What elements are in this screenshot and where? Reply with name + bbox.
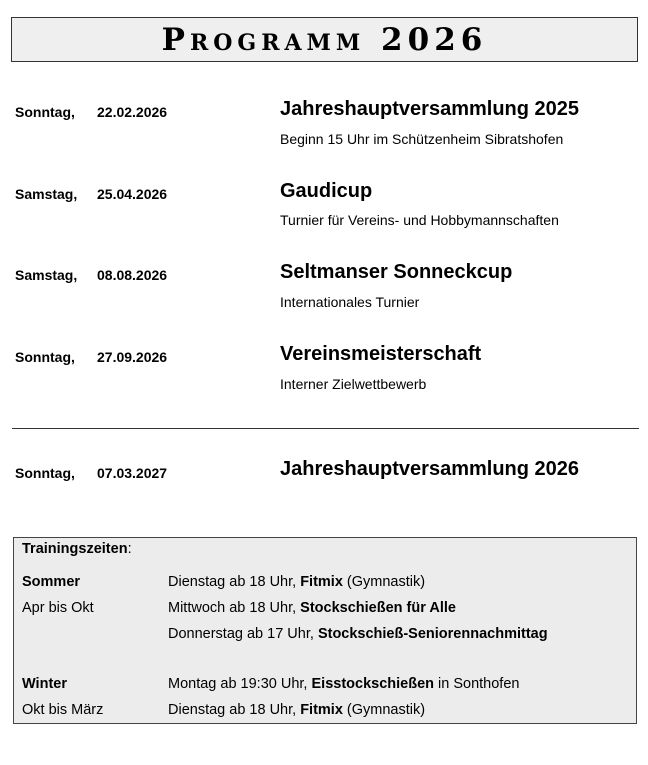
training-heading: Trainingszeiten:	[22, 541, 132, 557]
winter-line: Dienstag ab 18 Uhr, Fitmix (Gymnastik)	[168, 702, 426, 718]
event-subtitle: Beginn 15 Uhr im Schützenheim Sibratshofen	[280, 131, 564, 147]
event-date: 08.08.2026	[97, 267, 168, 283]
event-title: Gaudicup	[280, 180, 373, 202]
event-date: 22.02.2026	[97, 104, 168, 120]
event-date: 25.04.2026	[97, 186, 168, 202]
event-subtitle: Internationales Turnier	[280, 294, 420, 310]
winter-period: Okt bis März	[22, 702, 104, 718]
summer-line: Donnerstag ab 17 Uhr, Stockschieß-Seniorennachmittag	[168, 626, 548, 642]
winter-line: Montag ab 19:30 Uhr, Eisstockschießen in Sonthofen	[168, 676, 520, 692]
event-day: Sonntag,	[15, 465, 75, 481]
page-title: Programm 2026	[161, 22, 488, 58]
summer-label: Sommer	[22, 574, 81, 590]
event-date: 07.03.2027	[97, 465, 168, 481]
summer-line: Dienstag ab 18 Uhr, Fitmix (Gymnastik)	[168, 574, 426, 590]
event-day: Samstag,	[15, 186, 78, 202]
event-day: Sonntag,	[15, 349, 75, 365]
event-title: Jahreshauptversammlung 2025	[280, 98, 580, 120]
event-date: 27.09.2026	[97, 349, 168, 365]
winter-label: Winter	[22, 676, 67, 692]
event-title: Vereinsmeisterschaft	[280, 343, 482, 365]
event-subtitle: Turnier für Vereins- und Hobbymannschaften	[280, 212, 559, 228]
event-day: Sonntag,	[15, 104, 75, 120]
event-title: Jahreshauptversammlung 2026	[280, 458, 580, 480]
summer-period: Apr bis Okt	[22, 600, 94, 616]
event-title: Seltmanser Sonneckcup	[280, 261, 513, 283]
event-day: Samstag,	[15, 267, 78, 283]
event-subtitle: Interner Zielwettbewerb	[280, 376, 427, 392]
summer-line: Mittwoch ab 18 Uhr, Stockschießen für Alle	[168, 600, 456, 616]
title-banner	[11, 17, 638, 62]
section-divider	[12, 428, 639, 429]
training-box	[13, 537, 637, 724]
